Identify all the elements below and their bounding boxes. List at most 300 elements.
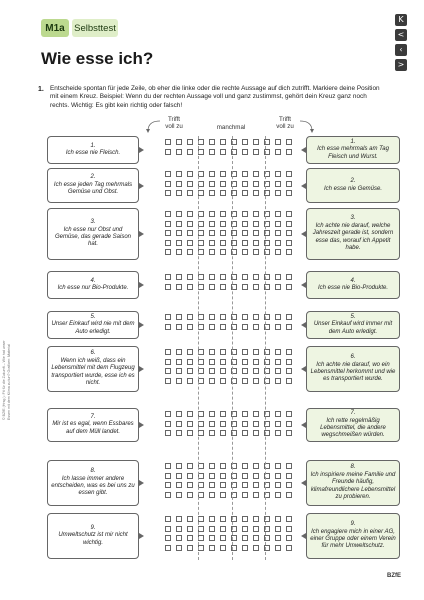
statement-number: 3. <box>90 219 96 226</box>
rating-checkbox[interactable] <box>286 274 292 280</box>
rating-checkbox[interactable] <box>165 492 171 498</box>
rating-checkbox[interactable] <box>187 526 193 532</box>
rating-checkbox[interactable] <box>176 324 182 330</box>
rating-checkbox[interactable] <box>253 430 259 436</box>
rating-checkbox[interactable] <box>286 349 292 355</box>
rating-checkbox[interactable] <box>220 463 226 469</box>
scale-right-label: Trifft voll zu <box>276 116 294 130</box>
rating-checkbox[interactable] <box>187 368 193 374</box>
statement-text: Ich achte nie darauf, welche Jahreszeit gerade ist, sondern esse das, worauf ich Appetit habe. <box>312 222 394 252</box>
rating-checkbox[interactable] <box>209 516 215 522</box>
speech-tail <box>139 366 144 372</box>
rating-checkbox[interactable] <box>220 249 226 255</box>
rating-checkbox[interactable] <box>253 230 259 236</box>
rating-checkbox[interactable] <box>165 482 171 488</box>
rating-checkbox[interactable] <box>165 463 171 469</box>
rating-checkbox[interactable] <box>176 411 182 417</box>
rating-checkbox[interactable] <box>242 411 248 417</box>
rating-checkbox[interactable] <box>209 284 215 290</box>
rating-checkbox[interactable] <box>286 240 292 246</box>
rating-checkbox[interactable] <box>187 473 193 479</box>
rating-checkbox[interactable] <box>253 324 259 330</box>
rating-checkbox[interactable] <box>220 230 226 236</box>
rating-checkbox[interactable] <box>242 274 248 280</box>
rating-checkbox[interactable] <box>275 190 281 196</box>
rating-checkbox[interactable] <box>275 240 281 246</box>
rating-checkbox[interactable] <box>242 190 248 196</box>
speech-tail <box>301 183 306 189</box>
rating-checkbox[interactable] <box>187 516 193 522</box>
rating-checkbox[interactable] <box>253 545 259 551</box>
statement-text: Ich esse mehrmals am Tag Fleisch und Wurst. <box>317 146 389 160</box>
rating-checkbox[interactable] <box>275 230 281 236</box>
rating-checkbox[interactable] <box>209 314 215 320</box>
rating-checkbox[interactable] <box>286 492 292 498</box>
rating-checkbox[interactable] <box>253 516 259 522</box>
rating-checkbox[interactable] <box>176 516 182 522</box>
rating-checkbox[interactable] <box>286 378 292 384</box>
rating-checkbox[interactable] <box>187 349 193 355</box>
rating-checkbox[interactable] <box>220 274 226 280</box>
rating-checkbox[interactable] <box>275 359 281 365</box>
back-icon[interactable]: < <box>395 29 407 41</box>
rating-checkbox[interactable] <box>176 221 182 227</box>
rating-checkbox[interactable] <box>253 190 259 196</box>
rating-checkbox[interactable] <box>286 314 292 320</box>
rating-checkbox[interactable] <box>275 411 281 417</box>
statement-number: 6. <box>350 354 356 361</box>
rating-checkbox[interactable] <box>253 349 259 355</box>
rating-checkbox[interactable] <box>187 139 193 145</box>
statement-left-3 <box>47 208 139 260</box>
rating-checkbox[interactable] <box>176 211 182 217</box>
rating-checkbox[interactable] <box>165 190 171 196</box>
rating-checkbox[interactable] <box>176 349 182 355</box>
rating-checkbox[interactable] <box>209 171 215 177</box>
statement-right-6 <box>306 346 400 392</box>
rating-checkbox[interactable] <box>220 349 226 355</box>
next-page-icon[interactable]: > <box>395 59 407 71</box>
statement-number: 3. <box>350 215 356 222</box>
rating-checkbox[interactable] <box>242 516 248 522</box>
statement-number: 1. <box>350 138 356 145</box>
rating-checkbox[interactable] <box>220 211 226 217</box>
rating-checkbox[interactable] <box>187 171 193 177</box>
rating-checkbox[interactable] <box>286 284 292 290</box>
speech-tail <box>301 282 306 288</box>
rating-checkbox[interactable] <box>165 378 171 384</box>
rating-checkbox[interactable] <box>242 324 248 330</box>
statement-number: 4. <box>350 277 356 284</box>
rating-checkbox[interactable] <box>275 274 281 280</box>
rating-checkbox[interactable] <box>286 473 292 479</box>
rating-checkbox[interactable] <box>209 473 215 479</box>
rating-checkbox[interactable] <box>209 211 215 217</box>
rating-checkbox[interactable] <box>176 359 182 365</box>
rating-checkbox[interactable] <box>275 139 281 145</box>
rating-checkbox[interactable] <box>275 249 281 255</box>
scale-left-label: Trifft voll zu <box>165 116 183 130</box>
rating-checkbox[interactable] <box>242 545 248 551</box>
rating-checkbox[interactable] <box>253 535 259 541</box>
rating-checkbox[interactable] <box>187 545 193 551</box>
rating-checkbox[interactable] <box>220 378 226 384</box>
rating-checkbox[interactable] <box>275 221 281 227</box>
rating-checkbox[interactable] <box>242 349 248 355</box>
rating-checkbox[interactable] <box>209 411 215 417</box>
rating-checkbox[interactable] <box>187 324 193 330</box>
rating-checkbox[interactable] <box>275 545 281 551</box>
statement-text: Ich esse nur Obst und Gemüse, das gerade Saison hat. <box>54 226 132 248</box>
rating-checkbox[interactable] <box>253 240 259 246</box>
speech-tail <box>139 231 144 237</box>
rating-checkbox[interactable] <box>209 482 215 488</box>
rating-checkbox[interactable] <box>253 211 259 217</box>
rating-checkbox[interactable] <box>176 378 182 384</box>
rating-checkbox[interactable] <box>187 211 193 217</box>
rating-checkbox[interactable] <box>165 149 171 155</box>
rating-checkbox[interactable] <box>165 240 171 246</box>
rating-checkbox[interactable] <box>209 324 215 330</box>
statement-text: Ich rette regelmäßig Lebensmittel, die andere wegschmeißen würden. <box>320 417 386 439</box>
rating-checkbox[interactable] <box>220 492 226 498</box>
rating-checkbox[interactable] <box>209 526 215 532</box>
rating-checkbox[interactable] <box>220 240 226 246</box>
rating-checkbox[interactable] <box>209 463 215 469</box>
rating-checkbox[interactable] <box>253 249 259 255</box>
rating-checkbox[interactable] <box>286 139 292 145</box>
publisher-logo: BZfE <box>387 573 401 579</box>
statement-right-7 <box>306 408 400 442</box>
rating-checkbox[interactable] <box>286 190 292 196</box>
rating-checkbox[interactable] <box>242 368 248 374</box>
rating-checkbox[interactable] <box>176 368 182 374</box>
rating-checkbox[interactable] <box>286 526 292 532</box>
rating-checkbox[interactable] <box>275 482 281 488</box>
rating-checkbox[interactable] <box>253 526 259 532</box>
rating-checkbox[interactable] <box>286 249 292 255</box>
rating-checkbox[interactable] <box>220 171 226 177</box>
rating-checkbox[interactable] <box>242 284 248 290</box>
rating-checkbox[interactable] <box>220 545 226 551</box>
rating-checkbox[interactable] <box>220 190 226 196</box>
rating-checkbox[interactable] <box>176 190 182 196</box>
rating-checkbox[interactable] <box>165 473 171 479</box>
rating-checkbox[interactable] <box>176 284 182 290</box>
rating-checkbox[interactable] <box>165 368 171 374</box>
rating-checkbox[interactable] <box>176 545 182 551</box>
rating-checkbox[interactable] <box>275 492 281 498</box>
rating-checkbox[interactable] <box>242 463 248 469</box>
rating-checkbox[interactable] <box>286 411 292 417</box>
rating-checkbox[interactable] <box>165 139 171 145</box>
rating-checkbox[interactable] <box>220 149 226 155</box>
statement-right-3 <box>306 208 400 260</box>
statement-number: 7. <box>350 410 356 417</box>
rating-checkbox[interactable] <box>209 149 215 155</box>
statement-right-1 <box>306 136 400 164</box>
rating-checkbox[interactable] <box>176 526 182 532</box>
rating-checkbox[interactable] <box>165 284 171 290</box>
rating-checkbox[interactable] <box>286 463 292 469</box>
rating-checkbox[interactable] <box>187 314 193 320</box>
rating-checkbox[interactable] <box>253 492 259 498</box>
rating-checkbox[interactable] <box>242 482 248 488</box>
rating-checkbox[interactable] <box>242 473 248 479</box>
rating-checkbox[interactable] <box>187 463 193 469</box>
rating-checkbox[interactable] <box>220 535 226 541</box>
rating-checkbox[interactable] <box>187 359 193 365</box>
rating-checkbox[interactable] <box>176 492 182 498</box>
rating-checkbox[interactable] <box>242 171 248 177</box>
rating-checkbox[interactable] <box>275 421 281 427</box>
rating-checkbox[interactable] <box>165 324 171 330</box>
rating-checkbox[interactable] <box>286 421 292 427</box>
rating-checkbox[interactable] <box>165 171 171 177</box>
rating-checkbox[interactable] <box>242 526 248 532</box>
rating-checkbox[interactable] <box>275 378 281 384</box>
rating-checkbox[interactable] <box>187 181 193 187</box>
rating-checkbox[interactable] <box>176 421 182 427</box>
rating-checkbox[interactable] <box>176 139 182 145</box>
rating-checkbox[interactable] <box>176 181 182 187</box>
rating-checkbox[interactable] <box>253 274 259 280</box>
rating-checkbox[interactable] <box>209 359 215 365</box>
rating-checkbox[interactable] <box>275 284 281 290</box>
rating-checkbox[interactable] <box>165 421 171 427</box>
rating-checkbox[interactable] <box>253 284 259 290</box>
rating-checkbox[interactable] <box>176 149 182 155</box>
rating-checkbox[interactable] <box>165 211 171 217</box>
rating-checkbox[interactable] <box>209 430 215 436</box>
rating-checkbox[interactable] <box>209 181 215 187</box>
rating-checkbox[interactable] <box>242 230 248 236</box>
rating-checkbox[interactable] <box>209 240 215 246</box>
rating-checkbox[interactable] <box>165 181 171 187</box>
rating-checkbox[interactable] <box>242 535 248 541</box>
rating-checkbox[interactable] <box>187 274 193 280</box>
rating-checkbox[interactable] <box>253 221 259 227</box>
rating-checkbox[interactable] <box>286 149 292 155</box>
rating-checkbox[interactable] <box>176 249 182 255</box>
rating-checkbox[interactable] <box>242 181 248 187</box>
rating-checkbox[interactable] <box>187 378 193 384</box>
statement-number: 5. <box>90 313 96 320</box>
rating-checkbox[interactable] <box>220 221 226 227</box>
rating-checkbox[interactable] <box>275 526 281 532</box>
rating-checkbox[interactable] <box>220 324 226 330</box>
rating-checkbox[interactable] <box>286 368 292 374</box>
rating-checkbox[interactable] <box>286 211 292 217</box>
rating-checkbox[interactable] <box>209 274 215 280</box>
rating-checkbox[interactable] <box>242 211 248 217</box>
rating-checkbox[interactable] <box>187 492 193 498</box>
rating-checkbox[interactable] <box>209 190 215 196</box>
rating-checkbox[interactable] <box>286 430 292 436</box>
rating-checkbox[interactable] <box>176 240 182 246</box>
speech-tail <box>139 282 144 288</box>
rating-checkbox[interactable] <box>242 492 248 498</box>
rating-checkbox[interactable] <box>242 430 248 436</box>
rating-checkbox[interactable] <box>176 535 182 541</box>
rating-checkbox[interactable] <box>187 249 193 255</box>
rating-checkbox[interactable] <box>209 349 215 355</box>
rating-checkbox[interactable] <box>275 171 281 177</box>
rating-checkbox[interactable] <box>187 482 193 488</box>
rating-checkbox[interactable] <box>209 378 215 384</box>
statement-right-9 <box>306 513 400 559</box>
rating-checkbox[interactable] <box>253 378 259 384</box>
rating-checkbox[interactable] <box>187 230 193 236</box>
rating-checkbox[interactable] <box>253 181 259 187</box>
scale-guide-line <box>232 136 233 560</box>
rating-checkbox[interactable] <box>253 421 259 427</box>
rating-checkbox[interactable] <box>220 430 226 436</box>
rating-checkbox[interactable] <box>220 314 226 320</box>
rating-checkbox[interactable] <box>286 482 292 488</box>
rating-checkbox[interactable] <box>253 314 259 320</box>
rating-checkbox[interactable] <box>220 411 226 417</box>
rating-checkbox[interactable] <box>220 359 226 365</box>
rating-checkbox[interactable] <box>253 473 259 479</box>
rating-checkbox[interactable] <box>209 421 215 427</box>
rating-checkbox[interactable] <box>187 240 193 246</box>
rating-checkbox[interactable] <box>209 249 215 255</box>
rating-checkbox[interactable] <box>220 516 226 522</box>
rating-checkbox[interactable] <box>165 314 171 320</box>
rating-checkbox[interactable] <box>253 463 259 469</box>
rating-checkbox[interactable] <box>165 545 171 551</box>
rating-checkbox[interactable] <box>275 314 281 320</box>
rating-checkbox[interactable] <box>275 463 281 469</box>
rating-checkbox[interactable] <box>242 139 248 145</box>
statement-left-2 <box>47 168 139 203</box>
speech-tail <box>301 322 306 328</box>
rating-checkbox[interactable] <box>187 284 193 290</box>
rating-checkbox[interactable] <box>220 284 226 290</box>
rating-checkbox[interactable] <box>220 181 226 187</box>
rating-checkbox[interactable] <box>286 171 292 177</box>
rating-checkbox[interactable] <box>253 359 259 365</box>
module-code-badge: M1a <box>41 19 69 37</box>
rating-checkbox[interactable] <box>187 411 193 417</box>
rating-checkbox[interactable] <box>209 139 215 145</box>
rating-checkbox[interactable] <box>176 230 182 236</box>
rating-checkbox[interactable] <box>187 535 193 541</box>
rating-checkbox[interactable] <box>242 149 248 155</box>
rating-checkbox[interactable] <box>220 139 226 145</box>
rating-checkbox[interactable] <box>176 171 182 177</box>
rating-checkbox[interactable] <box>165 349 171 355</box>
rating-checkbox[interactable] <box>165 516 171 522</box>
rating-checkbox[interactable] <box>176 274 182 280</box>
rating-checkbox[interactable] <box>242 421 248 427</box>
rating-checkbox[interactable] <box>165 535 171 541</box>
rating-checkbox[interactable] <box>220 421 226 427</box>
rating-checkbox[interactable] <box>242 359 248 365</box>
rating-checkbox[interactable] <box>165 411 171 417</box>
speech-tail <box>139 322 144 328</box>
previous-page-icon[interactable]: ‹ <box>395 44 407 56</box>
rating-checkbox[interactable] <box>176 314 182 320</box>
rating-checkbox[interactable] <box>165 249 171 255</box>
rating-checkbox[interactable] <box>187 430 193 436</box>
statement-left-5 <box>47 311 139 339</box>
rating-checkbox[interactable] <box>275 368 281 374</box>
rating-checkbox[interactable] <box>253 411 259 417</box>
rating-checkbox[interactable] <box>286 535 292 541</box>
rating-checkbox[interactable] <box>209 230 215 236</box>
statement-left-9 <box>47 513 139 559</box>
rating-checkbox[interactable] <box>220 482 226 488</box>
rating-checkbox[interactable] <box>275 430 281 436</box>
rating-checkbox[interactable] <box>275 149 281 155</box>
rating-checkbox[interactable] <box>253 139 259 145</box>
rating-checkbox[interactable] <box>176 430 182 436</box>
rating-checkbox[interactable] <box>242 249 248 255</box>
rating-checkbox[interactable] <box>187 190 193 196</box>
rating-checkbox[interactable] <box>165 430 171 436</box>
rating-checkbox[interactable] <box>187 149 193 155</box>
rating-checkbox[interactable] <box>209 535 215 541</box>
rating-checkbox[interactable] <box>242 221 248 227</box>
rating-checkbox[interactable] <box>286 230 292 236</box>
rating-checkbox[interactable] <box>275 324 281 330</box>
rating-checkbox[interactable] <box>176 473 182 479</box>
rating-checkbox[interactable] <box>165 221 171 227</box>
rating-checkbox[interactable] <box>242 378 248 384</box>
rating-checkbox[interactable] <box>253 149 259 155</box>
rating-checkbox[interactable] <box>242 240 248 246</box>
rating-checkbox[interactable] <box>286 516 292 522</box>
rating-checkbox[interactable] <box>253 171 259 177</box>
rating-checkbox[interactable] <box>209 221 215 227</box>
rating-checkbox[interactable] <box>286 545 292 551</box>
rating-checkbox[interactable] <box>220 473 226 479</box>
rating-checkbox[interactable] <box>286 221 292 227</box>
rating-checkbox[interactable] <box>275 516 281 522</box>
rating-checkbox[interactable] <box>209 545 215 551</box>
rating-checkbox[interactable] <box>253 368 259 374</box>
rating-checkbox[interactable] <box>275 211 281 217</box>
rating-checkbox[interactable] <box>176 482 182 488</box>
rating-checkbox[interactable] <box>209 368 215 374</box>
rating-checkbox[interactable] <box>275 349 281 355</box>
rating-checkbox[interactable] <box>176 463 182 469</box>
rating-checkbox[interactable] <box>275 473 281 479</box>
rating-checkbox[interactable] <box>286 181 292 187</box>
rating-checkbox[interactable] <box>286 359 292 365</box>
rating-checkbox[interactable] <box>253 482 259 488</box>
rating-checkbox[interactable] <box>220 526 226 532</box>
first-page-icon[interactable]: K <box>395 14 407 26</box>
rating-checkbox[interactable] <box>220 368 226 374</box>
rating-checkbox[interactable] <box>275 535 281 541</box>
rating-checkbox[interactable] <box>242 314 248 320</box>
statement-right-5 <box>306 311 400 339</box>
rating-checkbox[interactable] <box>209 492 215 498</box>
rating-checkbox[interactable] <box>165 526 171 532</box>
statement-number: 2. <box>90 174 96 181</box>
rating-checkbox[interactable] <box>286 324 292 330</box>
rating-checkbox[interactable] <box>187 421 193 427</box>
rating-checkbox[interactable] <box>165 274 171 280</box>
statement-number: 9. <box>350 521 356 528</box>
rating-checkbox[interactable] <box>187 221 193 227</box>
rating-checkbox[interactable] <box>165 359 171 365</box>
rating-checkbox[interactable] <box>165 230 171 236</box>
rating-checkbox[interactable] <box>275 181 281 187</box>
